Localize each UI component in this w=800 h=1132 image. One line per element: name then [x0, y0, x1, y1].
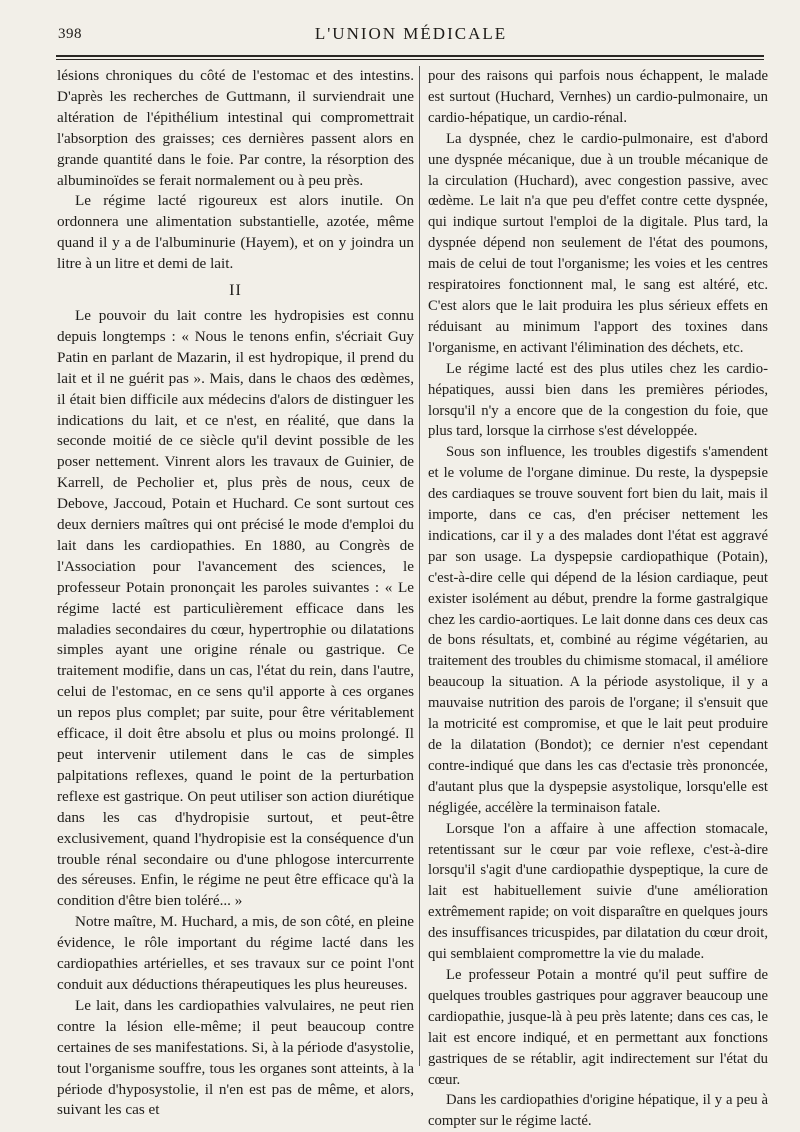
- paragraph: Le régime lacté est des plus utiles chez les cardio-hépatiques, aussi bien dans les premières périodes, lorsqu'il n'y a encore que de la congestion du foie, que plus tard, lorsque la cirrhose s'est développée.: [428, 360, 768, 440]
- header-rule-thin: [56, 59, 764, 60]
- paragraph: La dyspnée, chez le cardio-pulmonaire, est d'abord une dyspnée mécanique, due à un trouble mécanique de la circulation (Huchard), avec congestion passive, avec œdème. Le lait n'a que peu d'effet contre cette dyspnée, qui indique surtout l'emploi de la digitale. Plus tard, la dyspnée dépend non seulement de l'état des poumons, mais de celui de tout l'organisme; les voies et les centres respiratoires fonctionnent mal, le sang est altéré, etc. C'est alors que le lait produira les plus sérieux effets en réduisant au minimum l'apport des toxines dans l'organisme, en activant l'élimination des déchets, etc.: [428, 130, 768, 356]
- paragraph: Le professeur Potain a montré qu'il peut suffire de quelques troubles gastriques pour aggraver beaucoup une cardiopathie, jusque-là à peu près latente; dans ces cas, le lait est encore indiqué, et en permettant aux fonctions gastriques de se rétablir, agit indirectement sur l'état du cœur.: [428, 966, 768, 1088]
- section-number: II: [229, 282, 242, 300]
- left-column: [57, 66, 414, 1121]
- paragraph: Le régime lacté rigoureux est alors inutile. On ordonnera une alimentation substantielle, azotée, même quand il y a de l'albuminurie (Hayem), et on y joindra un litre à un litre et demi de lait.: [57, 192, 414, 273]
- page-header: [58, 24, 764, 48]
- paragraph: Le pouvoir du lait contre les hydropisies est connu depuis longtemps : « Nous le tenons enfin, s'écriait Guy Patin en parlant de Mazarin, il est hydropique, il prend du lait et il ne guérit pas ». Mais, dans le chaos des œdèmes, il était bien difficile aux médecins d'alors de distinguer les indications du lait, et ce n'est, en réalité, que dans la seconde moitié de ce siècle qu'il devint possible de les poser nettement. Vinrent alors les travaux de Guinier, de Karrell, de Pecholier et, plus près de nous, ceux de Debove, Jaccoud, Potain et Huchard. Ce sont surtout ces deux derniers maîtres qui ont précisé le mode d'emploi du lait dans les cardiopathies. En 1880, au Congrès de l'Association pour l'avancement des sciences, le professeur Potain prononçait les paroles suivantes : « Le régime lacté est particulièrement efficace dans les maladies secondaires du cœur, hypertrophie ou dilatations simples ayant une origine rénale ou gastrique. Ce traitement modifie, dans un cas, l'état du rein, dans l'autre, celui de l'estomac, en ce sens qu'il apporte à ces organes un repos plus complet; par suite, pour être véritablement efficace, il doit être absolu et plus ou moins prolongé. Il peut intervenir utilement dans le cas de simples palpitations reflexes, quand le point de la perturbation reflexe est gastrique. On peut utiliser son action diurétique dans les cas d'hydropisie surtout, et peut-être exclusivement, quand l'hydropisie est la conséquence d'un trouble rénal secondaire ou d'une phlogose intercurrente des séreuses. Enfin, le régime ne peut être efficace qu'à la condition d'être bien toléré... »: [57, 306, 414, 910]
- paragraph: Notre maître, M. Huchard, a mis, de son côté, en pleine évidence, le rôle important du régime lacté dans les cardiopathies artérielles, et ses travaux sur ce point l'ont conduit aux déductions thérapeutiques les plus heureuses.: [57, 913, 414, 993]
- paragraph: pour des raisons qui parfois nous échappent, le malade est surtout (Huchard, Vernhes) un cardio-pulmonaire, un cardio-hépatique, un cardio-rénal.: [428, 68, 768, 126]
- paragraph: Sous son influence, les troubles digestifs s'amendent et le volume de l'organe diminue. Du reste, la dyspepsie des cardiaques se trouve souvent fort bien du lait, mais il importe, dans ce cas, d'en préciser nettement les indications, car il y a des malades dont l'état est aggravé par son usage. La dyspepsie cardiopathique (Potain), c'est-à-dire celle qui dépend de la lésion cardiaque, peut exister isolément au début, prendre la forme gastralgique chez les cardio-aortiques. Le lait donne dans ces deux cas de bons résultats, et, combiné au régime végétarien, au traitement des troubles du chimisme stomacal, il améliore beaucoup la situation. A la période asystolique, il y a mauvaise nutrition des parois de l'organe; il s'ensuit que la motricité est compromise, et que le lait peut produire de la dilatation (Bondot); ce dernier n'est cependant contre-indiqué que dans les cas d'ectasie très prononcée, d'autant plus que la dyspepsie asystolique, lorsqu'elle est négligée, accélère la terminaison fatale.: [428, 444, 768, 816]
- column-divider: [419, 66, 420, 1066]
- paragraph: Le lait, dans les cardiopathies valvulaires, ne peut rien contre la lésion elle-même; il peut beaucoup contre certaines de ses manifestations. Si, à la période d'asystolie, tout l'organisme souffre, tous les organes sont atteints, à la période d'hyposystolie, il n'en est pas de même, et alors, suivant les cas et: [57, 996, 414, 1119]
- header-rule: [56, 55, 764, 57]
- paragraph: lésions chroniques du côté de l'estomac et des intestins. D'après les recherches de Guttmann, il surviendrait une altération de l'épithélium intestinal qui compromettrait l'absorption des graisses; ces dernières passent alors en grande quantité dans le foie. Par contre, la résorption des albuminoïdes se ferait normalement ou à peu près.: [57, 67, 414, 189]
- right-column: [428, 66, 768, 1132]
- paragraph: Dans les cardiopathies d'origine hépatique, il y a peu à compter sur le régime lacté.: [428, 1092, 768, 1130]
- running-title: L'UNION MÉDICALE: [314, 24, 508, 43]
- page-number: 398: [58, 26, 82, 42]
- paragraph: Lorsque l'on a affaire à une affection stomacale, retentissant sur le cœur par voie reflexe, c'est-à-dire lorsqu'il s'agit d'une cardiopathie dyspeptique, la cure de lait est habituellement suivie d'une amélioration extrêmement rapide; on voit disparaître en quelques jours des insuffisances tricuspides, par dilatation du cœur droit, qui semblaient compromettre la vie du malade.: [428, 820, 768, 963]
